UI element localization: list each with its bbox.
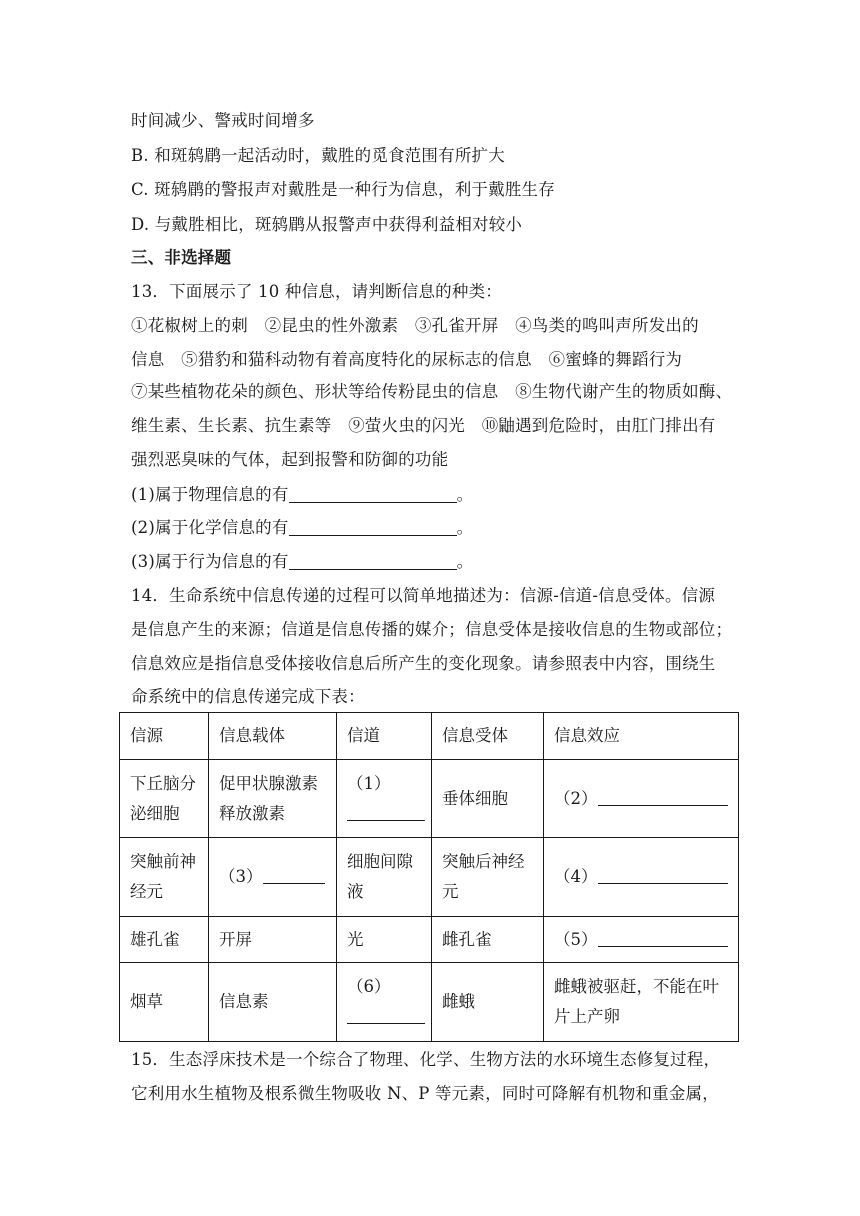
question-14-stem: 14．生命系统中信息传递的过程可以简单地描述为：信源-信道-信息受体。信源 bbox=[131, 586, 716, 605]
table-cell: 雄孔雀 bbox=[120, 917, 209, 963]
table-header-row bbox=[120, 713, 739, 760]
table-cell: 突触后神经 元 bbox=[432, 838, 544, 917]
answer-blank[interactable] bbox=[598, 932, 728, 947]
table-cell: 促甲状腺激素 释放激素 bbox=[209, 760, 337, 838]
table-row bbox=[120, 963, 739, 1042]
table-cell: 雌蛾 bbox=[432, 963, 544, 1042]
option-c: C. 斑鸫鹛的警报声对戴胜是一种行为信息，利于戴胜生存 bbox=[131, 180, 555, 199]
question-14-line: 命系统中的信息传递完成下表： bbox=[131, 687, 365, 706]
table-cell: （6） bbox=[337, 963, 432, 1042]
fill-blank-3 bbox=[131, 550, 473, 574]
fill-suffix: 。 bbox=[456, 518, 474, 537]
fill-label: (2)属于化学信息的有 bbox=[131, 518, 289, 537]
table-row bbox=[120, 760, 739, 838]
table-row bbox=[120, 917, 739, 963]
question-13-line: 强烈恶臭味的气体，起到报警和防御的功能 bbox=[131, 450, 449, 469]
table-header: 信息效应 bbox=[544, 713, 739, 760]
table-cell: （1） bbox=[337, 760, 432, 838]
question-14-line: 信息效应是指信息受体接收信息后所产生的变化现象。请参照表中内容，围绕生 bbox=[131, 654, 716, 673]
question-13-line: ⑦某些植物花朵的颜色、形状等给传粉昆虫的信息 ⑧生物代谢产生的物质如酶、 bbox=[131, 382, 733, 401]
info-transfer-table bbox=[119, 712, 739, 1042]
answer-blank[interactable] bbox=[289, 519, 457, 536]
question-15-stem: 15．生态浮床技术是一个综合了物理、化学、生物方法的水环境生态修复过程， bbox=[131, 1050, 721, 1069]
option-b: B. 和斑鸫鹛一起活动时，戴胜的觅食范围有所扩大 bbox=[131, 146, 505, 165]
question-13-line: 维生素、生长素、抗生素等 ⑨萤火虫的闪光 ⑩鼬遇到危险时，由肛门排出有 bbox=[131, 416, 716, 435]
table-cell: 突触前神 经元 bbox=[120, 838, 209, 917]
answer-blank[interactable] bbox=[347, 806, 425, 821]
fill-blank-2 bbox=[131, 516, 473, 540]
question-13-line: 信息 ⑤猎豹和猫科动物有着高度特化的尿标志的信息 ⑥蜜蜂的舞蹈行为 bbox=[131, 350, 683, 369]
option-a-continuation: 时间减少、警戒时间增多 bbox=[131, 111, 315, 130]
table-cell: 雌蛾被驱赶，不能在叶 片上产卵 bbox=[544, 963, 739, 1042]
table-cell: （2） bbox=[544, 760, 739, 838]
table-cell: 烟草 bbox=[120, 963, 209, 1042]
fill-suffix: 。 bbox=[456, 485, 474, 504]
answer-blank[interactable] bbox=[289, 486, 457, 503]
table-header: 信息受体 bbox=[432, 713, 544, 760]
fill-label: (1)属于物理信息的有 bbox=[131, 485, 289, 504]
fill-blank-1 bbox=[131, 483, 473, 507]
answer-blank[interactable] bbox=[598, 791, 728, 806]
question-13-stem: 13．下面展示了 10 种信息，请判断信息的种类： bbox=[131, 282, 502, 301]
table-header: 信源 bbox=[120, 713, 209, 760]
answer-blank[interactable] bbox=[598, 869, 728, 884]
table-cell: 下丘脑分 泌细胞 bbox=[120, 760, 209, 838]
fill-suffix: 。 bbox=[456, 552, 474, 571]
table-header: 信道 bbox=[337, 713, 432, 760]
question-13-line: ①花椒树上的刺 ②昆虫的性外激素 ③孔雀开屏 ④鸟类的鸣叫声所发出的 bbox=[131, 316, 699, 335]
fill-label: (3)属于行为信息的有 bbox=[131, 552, 289, 571]
table-cell: 细胞间隙 液 bbox=[337, 838, 432, 917]
table-cell: 垂体细胞 bbox=[432, 760, 544, 838]
answer-blank[interactable] bbox=[289, 553, 457, 570]
section-heading: 三、非选择题 bbox=[131, 248, 232, 267]
table-cell: （3） bbox=[209, 838, 337, 917]
table-row bbox=[120, 838, 739, 917]
question-15-line: 它利用水生植物及根系微生物吸收 N、P 等元素，同时可降解有机物和重金属， bbox=[131, 1084, 719, 1103]
table-header: 信息载体 bbox=[209, 713, 337, 760]
table-cell: 信息素 bbox=[209, 963, 337, 1042]
question-14-line: 是信息产生的来源；信道是信息传播的媒介；信息受体是接收信息的生物或部位； bbox=[131, 620, 733, 639]
table-cell: 雌孔雀 bbox=[432, 917, 544, 963]
table-cell: （5） bbox=[544, 917, 739, 963]
table-cell: 开屏 bbox=[209, 917, 337, 963]
option-d: D. 与戴胜相比，斑鸫鹛从报警声中获得利益相对较小 bbox=[131, 215, 523, 234]
table-cell: （4） bbox=[544, 838, 739, 917]
table-cell: 光 bbox=[337, 917, 432, 963]
answer-blank[interactable] bbox=[347, 1009, 425, 1024]
answer-blank[interactable] bbox=[263, 869, 325, 884]
